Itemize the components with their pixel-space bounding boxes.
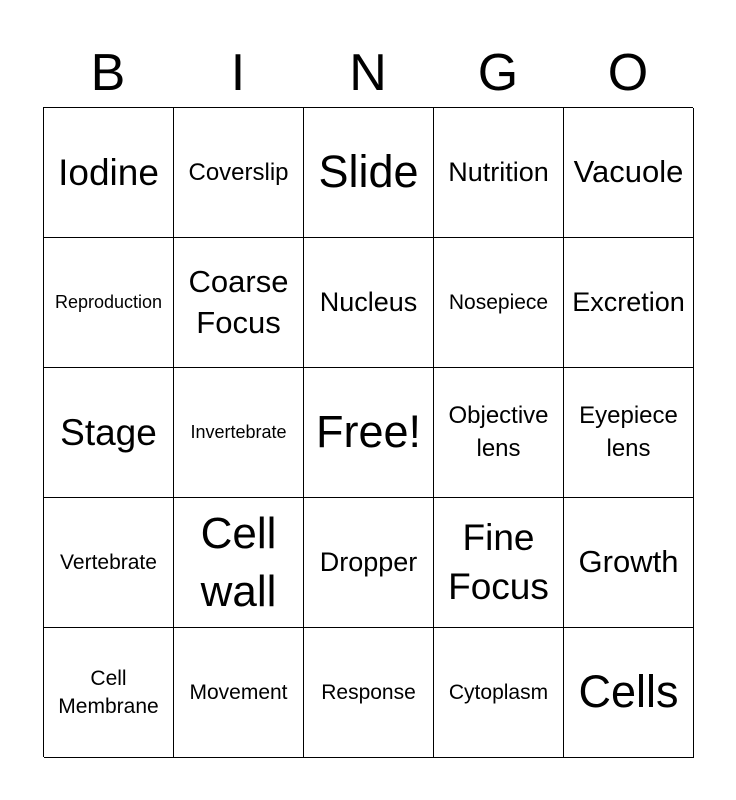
cell-label: Reproduction xyxy=(54,292,163,313)
cell-label: Excretion xyxy=(572,287,685,318)
bingo-cell[interactable] xyxy=(564,498,694,628)
cell-label: Free! xyxy=(315,406,422,458)
bingo-cell[interactable] xyxy=(434,108,564,238)
header-letter-n: N xyxy=(349,44,387,102)
cell-label: Cytoplasm xyxy=(448,680,549,704)
bingo-cell[interactable] xyxy=(304,238,434,368)
cell-label: Nucleus xyxy=(319,287,418,318)
bingo-cell[interactable] xyxy=(434,498,564,628)
bingo-cell[interactable] xyxy=(564,238,694,368)
bingo-cell[interactable] xyxy=(564,108,694,238)
bingo-cell[interactable] xyxy=(564,368,694,498)
cell-label: Nutrition xyxy=(448,157,549,188)
cell-label: Slide xyxy=(318,146,419,198)
bingo-header xyxy=(43,42,693,104)
bingo-cell[interactable] xyxy=(564,628,694,758)
cell-label: Dropper xyxy=(319,547,418,578)
bingo-cell[interactable] xyxy=(44,498,174,628)
bingo-cell[interactable] xyxy=(174,498,304,628)
header-letter-b: B xyxy=(90,44,126,102)
cell-label: Growth xyxy=(578,544,679,580)
cell-label: Cells xyxy=(578,666,679,718)
bingo-cell[interactable] xyxy=(44,238,174,368)
header-letter-o: O xyxy=(607,44,649,102)
cell-label: Invertebrate xyxy=(190,422,287,443)
header-letter-i: I xyxy=(230,44,246,102)
bingo-cell[interactable] xyxy=(174,108,304,238)
bingo-cell[interactable] xyxy=(174,628,304,758)
cell-label: Iodine xyxy=(58,151,159,193)
cell-label: Response xyxy=(321,680,416,704)
cell-label: Movement xyxy=(189,680,288,704)
cell-label: Fine Focus xyxy=(448,517,549,607)
bingo-cell[interactable] xyxy=(304,498,434,628)
bingo-cell[interactable] xyxy=(304,628,434,758)
cell-label: Eyepiece lens xyxy=(579,402,678,462)
bingo-board xyxy=(43,107,693,757)
cell-label: Vertebrate xyxy=(60,550,157,574)
cell-label: Stage xyxy=(60,411,157,453)
bingo-cell[interactable] xyxy=(434,628,564,758)
bingo-cell[interactable] xyxy=(304,108,434,238)
cell-label: Cell Membrane xyxy=(58,667,159,718)
bingo-cell[interactable] xyxy=(44,628,174,758)
cell-label: Nosepiece xyxy=(448,290,549,314)
free-space-cell[interactable] xyxy=(304,368,434,498)
header-letter-g: G xyxy=(477,44,519,102)
cell-label: Coarse Focus xyxy=(188,264,289,340)
bingo-cell[interactable] xyxy=(44,368,174,498)
bingo-cell[interactable] xyxy=(174,368,304,498)
bingo-cell[interactable] xyxy=(44,108,174,238)
cell-label: Coverslip xyxy=(188,158,289,186)
cell-label: Cell wall xyxy=(200,509,277,616)
bingo-cell[interactable] xyxy=(174,238,304,368)
bingo-cell[interactable] xyxy=(434,238,564,368)
cell-label: Objective lens xyxy=(448,402,549,462)
cell-label: Vacuole xyxy=(573,154,684,190)
bingo-cell[interactable] xyxy=(434,368,564,498)
